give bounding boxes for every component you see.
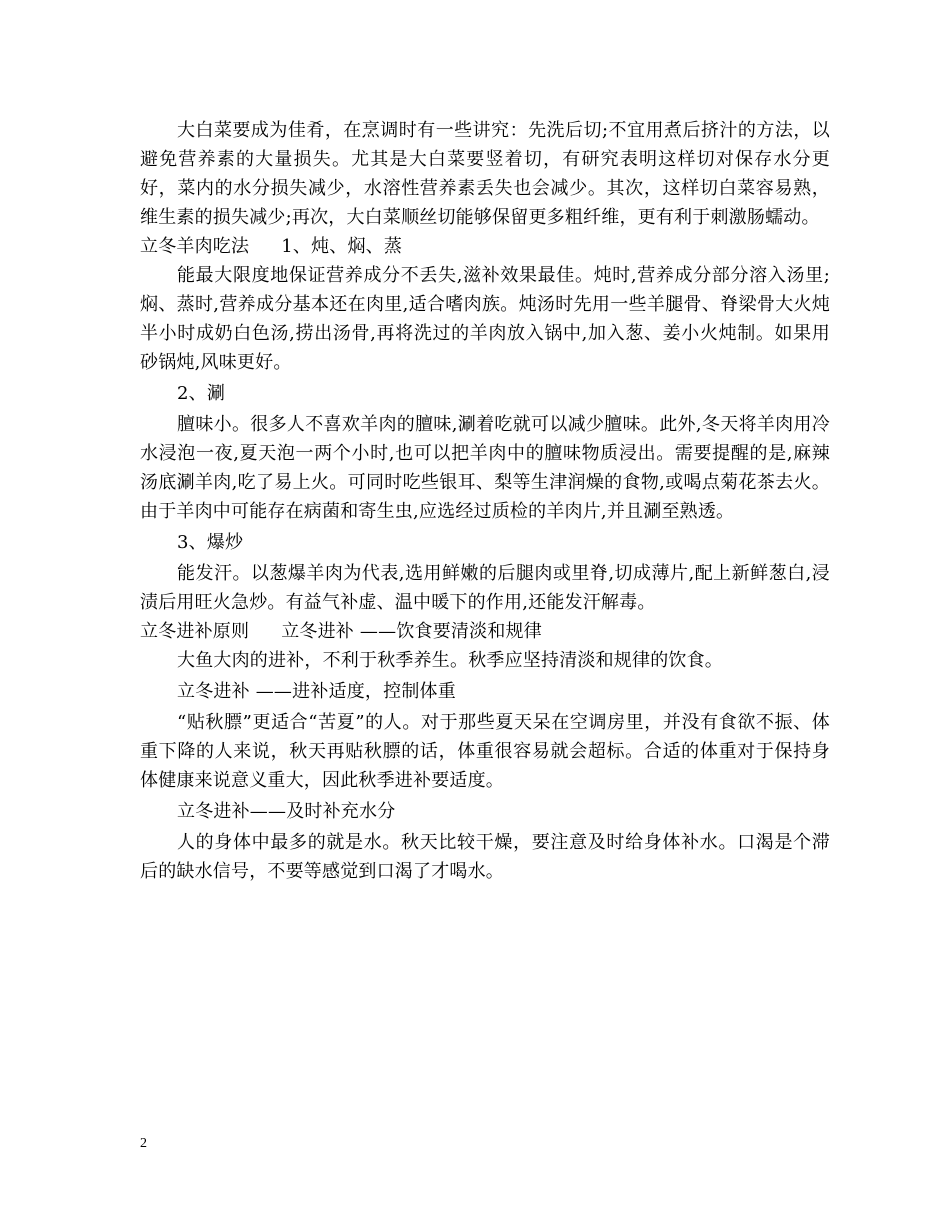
paragraph-light-diet: 大鱼大肉的进补，不利于秋季养生。秋季应坚持清淡和规律的饮食。 — [177, 650, 723, 671]
heading-light-diet: 立冬进补 ——饮食要清淡和规律 — [281, 621, 542, 642]
heading-principles-title: 立冬进补原则 — [140, 621, 250, 642]
heading-moderate: 立冬进补 ——进补适度，控制体重 — [177, 681, 456, 702]
heading-stew: 1、炖、焖、蒸 — [281, 236, 403, 257]
paragraph-moderate: “贴秋膘”更适合“苦夏”的人。对于那些夏天呆在空调房里，并没有食欲不振、体重下降的人来说，秋天再贴秋膘的话，体重很容易就会超标。合适的体重对于保持身体健康来说意义重大，因此秋季进补要适度。 — [140, 712, 830, 791]
page-body — [140, 116, 830, 886]
paragraph-cabbage: 大白菜要成为佳肴，在烹调时有一些讲究：先洗后切;不宜用煮后挤汁的方法，以避免营养素的大量损失。尤其是大白菜要竖着切，有研究表明这样切对保存水分更好，菜内的水分损失减少，水溶性营养素丢失也会减少。其次，这样切白菜容易熟，维生素的损失减少;再次，大白菜顺丝切能够保留更多粗纤维，更有利于刺激肠蠕动。 — [140, 120, 830, 228]
paragraph-hotpot: 膻味小。很多人不喜欢羊肉的膻味,涮着吃就可以减少膻味。此外,冬天将羊肉用冷水浸泡一夜,夏天泡一两个小时,也可以把羊肉中的膻味物质浸出。需要提醒的是,麻辣汤底涮羊肉,吃了易上火。可同时吃些银耳、梨等生津润燥的食物,或喝点菊花茶去火。由于羊肉中可能存在病菌和寄生虫,应选经过质检的羊肉片,并且涮至熟透。 — [140, 414, 830, 522]
heading-stirfry: 3、爆炒 — [177, 532, 244, 553]
heading-mutton-title: 立冬羊肉吃法 — [140, 236, 250, 257]
heading-hotpot: 2、涮 — [177, 383, 226, 404]
heading-mutton-methods — [140, 232, 830, 261]
heading-principles — [140, 617, 830, 646]
paragraph-stirfry: 能发汗。以葱爆羊肉为代表,选用鲜嫩的后腿肉或里脊,切成薄片,配上新鲜葱白,浸渍后用旺火急炒。有益气补虚、温中暖下的作用,还能发汗解毒。 — [140, 563, 830, 613]
heading-water: 立冬进补——及时补充水分 — [177, 801, 396, 822]
paragraph-water: 人的身体中最多的就是水。秋天比较干燥，要注意及时给身体补水。口渴是个滞后的缺水信号，不要等感觉到口渴了才喝水。 — [140, 832, 830, 882]
paragraph-stew: 能最大限度地保证营养成分不丢失,滋补效果最佳。炖时,营养成分部分溶入汤里;焖、蒸时,营养成分基本还在肉里,适合嗜肉族。炖汤时先用一些羊腿骨、脊梁骨大火炖半小时成奶白色汤,捞出汤骨,再将洗过的羊肉放入锅中,加入葱、姜小火炖制。如果用砂锅炖,风味更好。 — [140, 265, 830, 373]
page-number: 2 — [140, 1136, 147, 1151]
